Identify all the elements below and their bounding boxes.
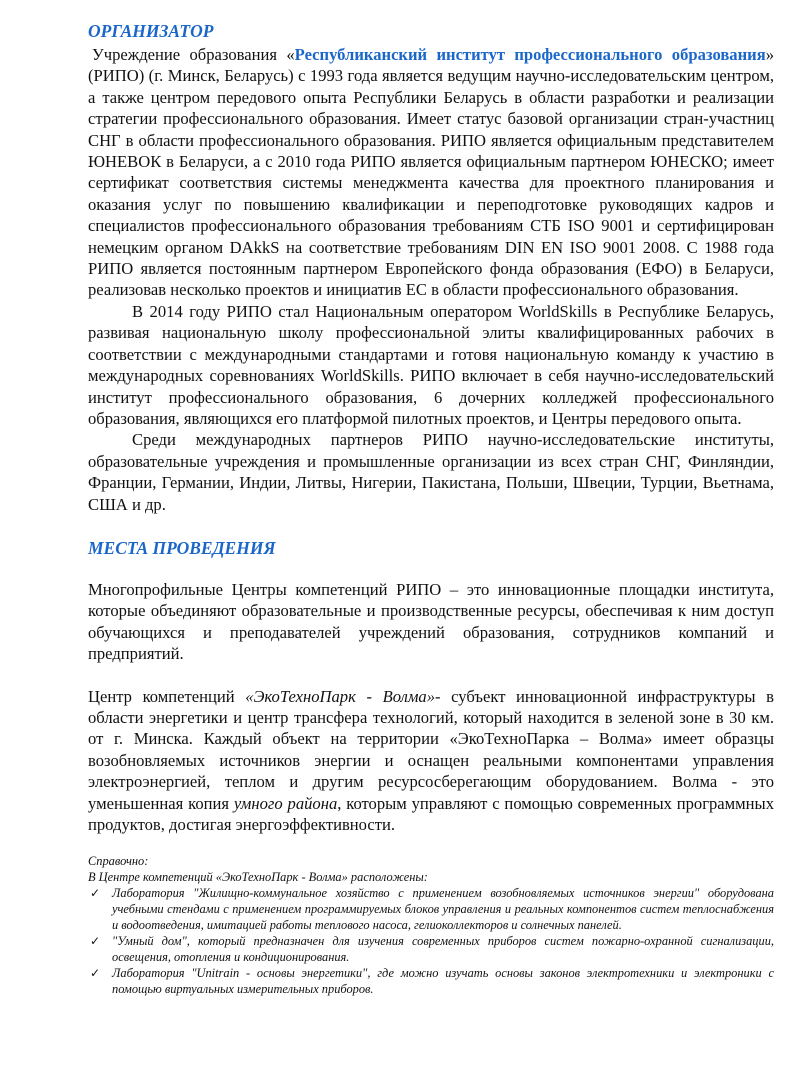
venues-paragraph-2 xyxy=(88,686,774,836)
venues-text-middle: - субъект инновационной инфраструктуры в области энергетики и центр трансфера технологий, который находится в зеленой зоне в 30 км. от г. Минска. Каждый объект на территории «ЭкоТехноПарка – Волма» имеет образцы возобновляемых источников энергии и оснащен реальными компонентами управления электроэнергией, теплом и другим ресурсосберегающим оборудованием. Волма - это уменьшенная копия xyxy=(88,686,774,813)
venues-text-after: , которым управляют с помощью современных программных продуктов, достигая энергоэффективности. xyxy=(88,793,774,834)
reference-list xyxy=(88,885,774,997)
section-heading-organizer: ОРГАНИЗАТОР xyxy=(88,21,214,41)
organizer-text-after: » (РИПО) (г. Минск, Беларусь) с 1993 года является ведущим научно-исследовательским центром, а также центром передового опыта Республики Беларусь в области разработки и реализации стратегии профессионального образования. Имеет статус базовой организации стран-участниц СНГ в области профессионального образования. РИПО является официальным представителем ЮНЕВОК в Беларуси, а с 2010 года РИПО является официальным партнером ЮНЕСКО; имеет сертификат соответствия системы менеджмента качества для проектного планирования и оказания услуг по повышению квалификации и переподготовке руководящих кадров и специалистов профессионального образования требованиям СТБ ISO 9001 и сертифицирован немецким органом DAkkS на соответствие требованиям DIN EN ISO 9001 2008. С 1988 года РИПО является постоянным партнером Европейского фонда образования (ЕФО) в Беларуси, реализовав несколько проектов и инициатив ЕС в области профессионального образования. xyxy=(88,45,774,300)
ecotechnopark-name: «ЭкоТехноПарк - Волма» xyxy=(245,686,436,706)
organizer-paragraph-2: В 2014 году РИПО стал Национальным оператором WorldSkills в Республике Беларусь, развивая национальную школу профессиональной элиты квалифицированных рабочих в соответствии с международными стандартами и готовя национальную команду к участию в международных соревнованиях WorldSkills. РИПО включает в себя научно-исследовательский институт профессионального образования, 6 дочерних колледжей профессионального образования, являющихся его платформой пилотных проектов, и Центры передового опыта. xyxy=(88,301,774,428)
reference-intro: В Центре компетенций «ЭкоТехноПарк - Волма» расположены: xyxy=(88,870,428,885)
reference-label: Справочно: xyxy=(88,854,149,869)
list-item xyxy=(88,933,774,965)
checkmark-icon: ✓ xyxy=(90,886,101,901)
organizer-paragraph-3: Среди международных партнеров РИПО научно-исследовательские институты, образовательные учреждения и промышленные организации из всех стран СНГ, Финляндии, Франции, Германии, Индии, Литвы, Нигерии, Пакистана, Польши, Швеции, Турции, Вьетнама, США и др. xyxy=(88,430,774,514)
reference-item-text: Лаборатория "Жилищно-коммунальное хозяйство с применением возобновляемых источников энергии" оборудована учебными стендами с применением программируемых блоков управления и реальных компонентов систем теплоснабжения и водоотведения, имитацией работы теплового насоса, гелиоколлекторов и солнечных панелей. xyxy=(112,886,774,933)
checkmark-icon: ✓ xyxy=(90,966,101,981)
venues-paragraph-1: Многопрофильные Центры компетенций РИПО – это инновационные площадки института, которые объединяют образовательные и производственные ресурсы, обеспечивая к ним доступ обучающихся и преподавателей учреждений образования, сотрудников компаний и предприятий. xyxy=(88,579,774,664)
reference-block xyxy=(88,853,774,997)
organizer-paragraph-1 xyxy=(88,44,774,301)
document-page xyxy=(88,18,774,997)
organizer-text-before: Учреждение образования « xyxy=(92,45,295,64)
list-item xyxy=(88,965,774,997)
checkmark-icon: ✓ xyxy=(90,934,101,949)
organization-name: Республиканский институт профессионального образования xyxy=(294,45,766,64)
reference-item-text: "Умный дом", который предназначен для изучения современных приборов систем пожарно-охранной сигнализации, освещения, отопления и кондиционирования. xyxy=(112,934,774,965)
smart-district-term: умного района xyxy=(233,793,338,813)
venues-text-before: Центр компетенций xyxy=(88,686,246,706)
section-heading-venues: МЕСТА ПРОВЕДЕНИЯ xyxy=(88,537,276,558)
reference-item-text: Лаборатория "Unitrain - основы энергетики", где можно изучать основы законов электротехники и электроники с помощью виртуальных измерительных приборов. xyxy=(112,966,774,997)
list-item xyxy=(88,885,774,933)
